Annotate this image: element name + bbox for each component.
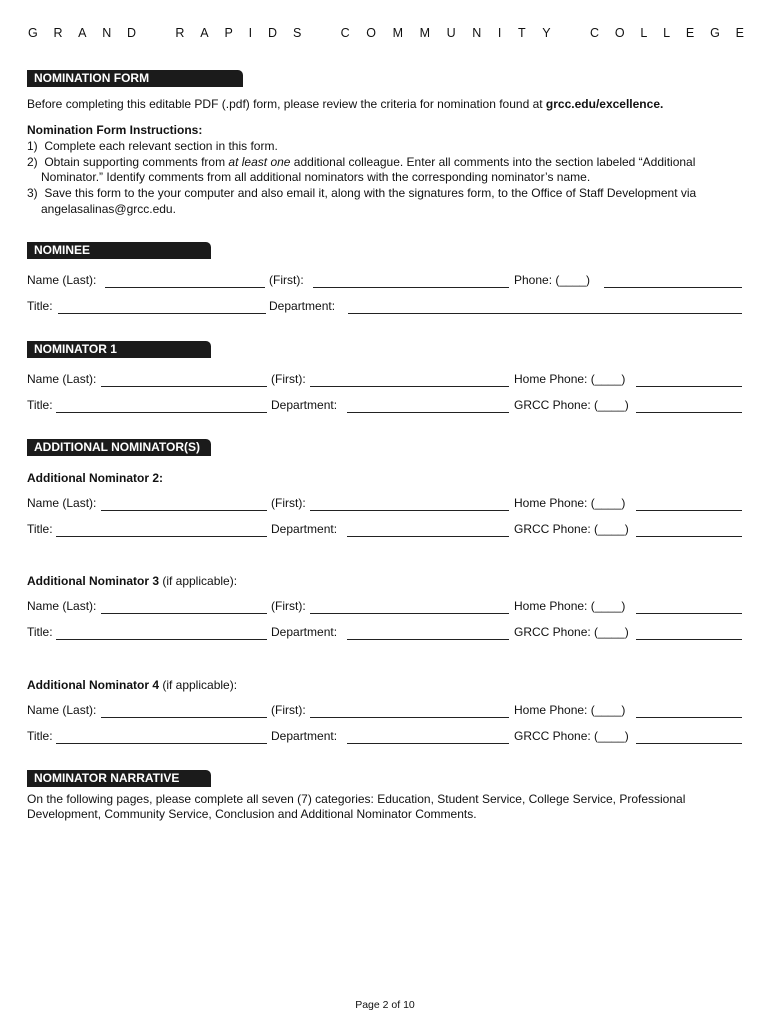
department-label: Department: [271, 398, 338, 412]
header-letter: N [102, 26, 112, 40]
nominator2-grcc-phone-field[interactable] [636, 536, 742, 537]
nominee-title-field[interactable] [58, 313, 266, 314]
instruction-text: Save this form to the your computer and also email it, along with the signatures form, to the Office of Staff Development via [44, 186, 697, 200]
page-number: Page 2 of 10 [355, 999, 415, 1011]
grcc-phone-label: GRCC Phone: (____) [514, 625, 629, 639]
section-tab-nominator-narrative: NOMINATOR NARRATIVE [27, 770, 211, 787]
phone-label: Phone: (____) [514, 273, 591, 287]
nominator2-home-phone-field[interactable] [636, 510, 742, 511]
nominator2-department-field[interactable] [347, 536, 509, 537]
header-letter: N [472, 26, 482, 40]
instruction-2-continued: Nominator.” Identify comments from all additional nominators with the corresponding nominator’s name. [41, 170, 591, 184]
nominator3-last-name-field[interactable] [101, 613, 267, 614]
instruction-1 [27, 139, 278, 153]
nominator2-last-name-field[interactable] [101, 510, 267, 511]
home-phone-label: Home Phone: (____) [514, 599, 626, 613]
header-word-grand [28, 26, 136, 40]
nominator2-title-row [27, 522, 742, 538]
grcc-phone-label: GRCC Phone: (____) [514, 729, 629, 743]
home-phone-label: Home Phone: (____) [514, 496, 626, 510]
nominator4-name-row [27, 703, 742, 719]
nominee-last-name-field[interactable] [105, 287, 265, 288]
header-letter: I [248, 26, 253, 40]
nominator4-grcc-phone-field[interactable] [636, 743, 742, 744]
additional-nominator-4-heading [27, 678, 237, 692]
first-name-label: (First): [271, 599, 306, 613]
grcc-phone-label: GRCC Phone: (____) [514, 522, 629, 536]
instruction-number: 3) [27, 186, 38, 200]
nominator4-title-field[interactable] [56, 743, 267, 744]
instruction-text: additional colleague. Enter all comments into the section labeled “Additional [290, 155, 696, 169]
nominator-heading: Additional Nominator 3 [27, 574, 159, 588]
if-applicable: (if applicable): [159, 574, 238, 588]
if-applicable: (if applicable): [159, 678, 238, 692]
additional-nominator-3-heading [27, 574, 237, 588]
nominator1-grcc-phone-field[interactable] [636, 412, 742, 413]
nominator1-first-name-field[interactable] [310, 386, 509, 387]
instructions-title: Nomination Form Instructions: [27, 123, 203, 137]
nominee-first-name-field[interactable] [313, 287, 509, 288]
header-letter: U [446, 26, 456, 40]
header-letter: A [200, 26, 209, 40]
nominator4-home-phone-field[interactable] [636, 717, 742, 718]
header-word-college [590, 26, 744, 40]
section-tab-nominee: NOMINEE [27, 242, 211, 259]
nominator3-home-phone-field[interactable] [636, 613, 742, 614]
header-letter: T [517, 26, 526, 40]
header-letter: M [419, 26, 431, 40]
narrative-line-2: Development, Community Service, Conclusion and Additional Nominator Comments. [27, 807, 477, 821]
home-phone-label: Home Phone: (____) [514, 372, 626, 386]
title-label: Title: [27, 729, 53, 743]
title-label: Title: [27, 398, 53, 412]
nominator3-title-row [27, 625, 742, 641]
nominator3-department-field[interactable] [347, 639, 509, 640]
header-letter: G [28, 26, 38, 40]
header-letter: Y [542, 26, 551, 40]
name-last-label: Name (Last): [27, 599, 97, 613]
nominator4-title-row [27, 729, 742, 745]
nominator1-department-field[interactable] [347, 412, 509, 413]
header-letter: M [392, 26, 404, 40]
instruction-text: Obtain supporting comments from [44, 155, 229, 169]
name-last-label: Name (Last): [27, 703, 97, 717]
name-last-label: Name (Last): [27, 496, 97, 510]
nominator2-name-row [27, 496, 742, 512]
nominator3-title-field[interactable] [56, 639, 267, 640]
instruction-text: Complete each relevant section in this form. [44, 139, 278, 153]
name-last-label: Name (Last): [27, 273, 97, 287]
nominator4-department-field[interactable] [347, 743, 509, 744]
nominator1-title-field[interactable] [56, 412, 267, 413]
header-letter: P [224, 26, 233, 40]
instruction-3-email [41, 202, 176, 216]
header-letter: C [589, 26, 600, 40]
instruction-2 [27, 155, 695, 169]
department-label: Department: [271, 522, 338, 536]
header-letter: R [53, 26, 63, 40]
header-letter: D [268, 26, 278, 40]
header-letter: S [292, 26, 302, 40]
header-letter: G [710, 26, 720, 40]
nominator1-last-name-field[interactable] [101, 386, 267, 387]
section-tab-nomination-form: NOMINATION FORM [27, 70, 243, 87]
college-header [28, 26, 744, 40]
intro-text [27, 97, 663, 111]
nominee-phone-field[interactable] [604, 287, 742, 288]
header-letter: L [640, 26, 648, 40]
header-letter: O [614, 26, 625, 40]
first-name-label: (First): [271, 372, 306, 386]
instruction-emphasis: at least one [228, 155, 291, 169]
header-letter: E [735, 26, 744, 40]
header-word-rapids [175, 26, 301, 40]
title-label: Title: [27, 299, 53, 313]
nominator4-first-name-field[interactable] [310, 717, 509, 718]
header-letter: A [78, 26, 87, 40]
criteria-link[interactable]: grcc.edu/excellence. [545, 97, 664, 111]
header-letter: C [340, 26, 350, 40]
header-letter: I [497, 26, 502, 40]
nominator1-title-row [27, 398, 742, 414]
nominee-title-row [27, 299, 742, 315]
email-link[interactable]: angelasalinas@grcc.edu [41, 202, 173, 216]
grcc-phone-label: GRCC Phone: (____) [514, 398, 629, 412]
name-last-label: Name (Last): [27, 372, 97, 386]
intro-prefix: Before completing this editable PDF (.pdf) form, please review the criteria for nomination found at [27, 97, 546, 111]
email-end: . [172, 202, 176, 216]
section-tab-additional-nominators: ADDITIONAL NOMINATOR(S) [27, 439, 211, 456]
home-phone-label: Home Phone: (____) [514, 703, 626, 717]
header-word-community [341, 26, 551, 40]
nominator2-first-name-field[interactable] [310, 510, 509, 511]
header-letter: R [175, 26, 185, 40]
header-letter: D [126, 26, 136, 40]
instruction-3 [27, 186, 696, 200]
nominator3-name-row [27, 599, 742, 615]
instruction-number: 1) [27, 139, 38, 153]
first-name-label: (First): [271, 703, 306, 717]
header-letter: L [663, 26, 671, 40]
first-name-label: (First): [271, 496, 306, 510]
first-name-label: (First): [269, 273, 304, 287]
instruction-number: 2) [27, 155, 38, 169]
department-label: Department: [271, 625, 338, 639]
nominator1-home-phone-field[interactable] [636, 386, 742, 387]
narrative-line-1: On the following pages, please complete all seven (7) categories: Education, Student Service, College Service, Professional [27, 792, 686, 806]
department-label: Department: [269, 299, 336, 313]
nominee-name-row [27, 273, 742, 289]
nominator3-grcc-phone-field[interactable] [636, 639, 742, 640]
section-tab-nominator-1: NOMINATOR 1 [27, 341, 211, 358]
nominee-department-field[interactable] [348, 313, 742, 314]
nominator2-title-field[interactable] [56, 536, 267, 537]
nominator4-last-name-field[interactable] [101, 717, 267, 718]
nominator1-name-row [27, 372, 742, 388]
nominator3-first-name-field[interactable] [310, 613, 509, 614]
header-letter: E [685, 26, 695, 40]
title-label: Title: [27, 625, 53, 639]
header-letter: O [366, 26, 377, 40]
nominator-heading: Additional Nominator 4 [27, 678, 159, 692]
department-label: Department: [271, 729, 338, 743]
additional-nominator-2-heading: Additional Nominator 2: [27, 471, 163, 485]
title-label: Title: [27, 522, 53, 536]
